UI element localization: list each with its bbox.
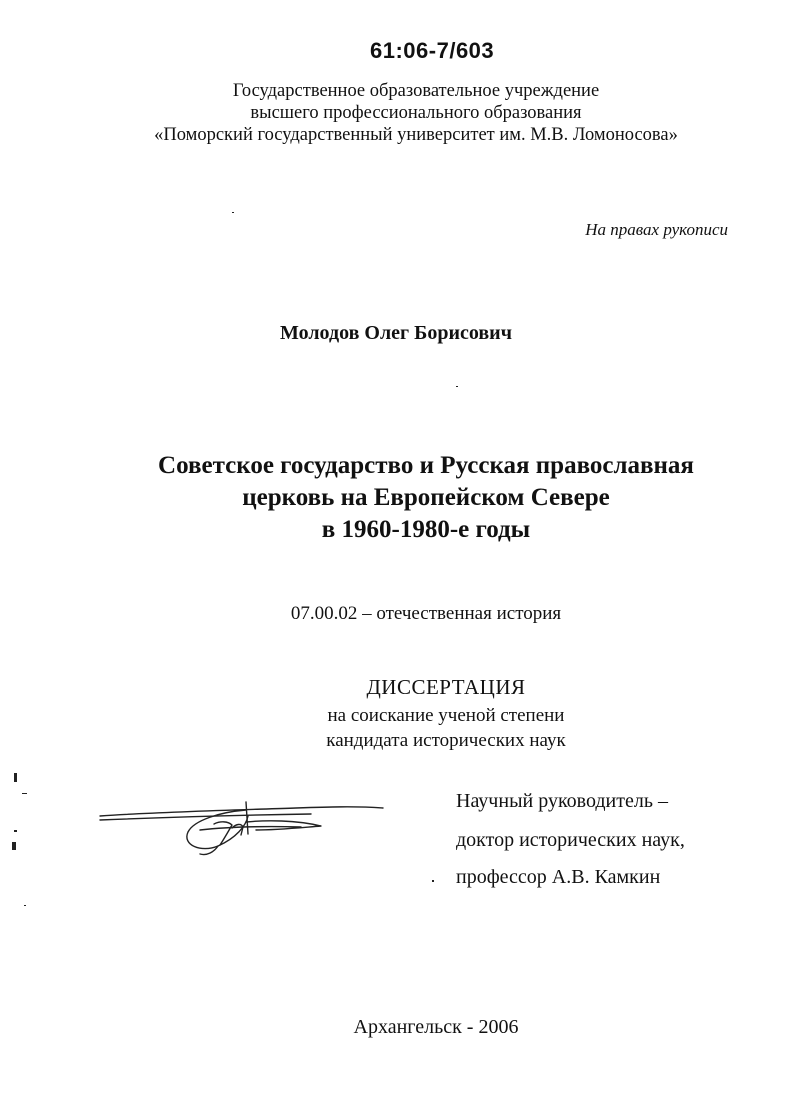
handwritten-signature — [96, 790, 386, 865]
scan-speck — [14, 830, 17, 832]
scan-speck — [12, 842, 16, 850]
supervisor-degree: доктор исторических наук, — [456, 829, 685, 851]
scan-speck — [432, 880, 434, 882]
title-line-3: в 1960-1980-е годы — [321, 516, 531, 543]
scan-speck — [456, 386, 458, 387]
title-line-1: Советское государство и Русская православная — [158, 452, 694, 479]
city-and-year: Архангельск - 2006 — [353, 1016, 519, 1038]
degree-line-2: кандидата исторических наук — [326, 730, 566, 751]
author-name: Молодов Олег Борисович — [279, 322, 512, 344]
dissertation-heading: ДИССЕРТАЦИЯ — [366, 675, 526, 699]
manuscript-rights-note: На правах рукописи — [585, 220, 728, 239]
scan-speck — [24, 905, 26, 906]
institution-line-1: Государственное образовательное учреждение — [232, 81, 600, 101]
scan-speck — [14, 773, 17, 782]
scan-speck — [232, 212, 234, 213]
specialty-code: 07.00.02 – отечественная история — [290, 603, 562, 624]
document-code: 61:06-7/603 — [370, 38, 495, 63]
degree-line-1: на соискание ученой степени — [327, 705, 565, 726]
institution-line-2: высшего профессионального образования — [250, 103, 582, 123]
institution-line-3: «Поморский государственный университет им. М.В. Ломоносова» — [154, 125, 678, 145]
supervisor-name: профессор А.В. Камкин — [456, 866, 661, 888]
title-line-2: церковь на Европейском Севере — [242, 484, 610, 511]
scan-speck — [22, 793, 27, 794]
supervisor-role: Научный руководитель – — [456, 790, 668, 812]
